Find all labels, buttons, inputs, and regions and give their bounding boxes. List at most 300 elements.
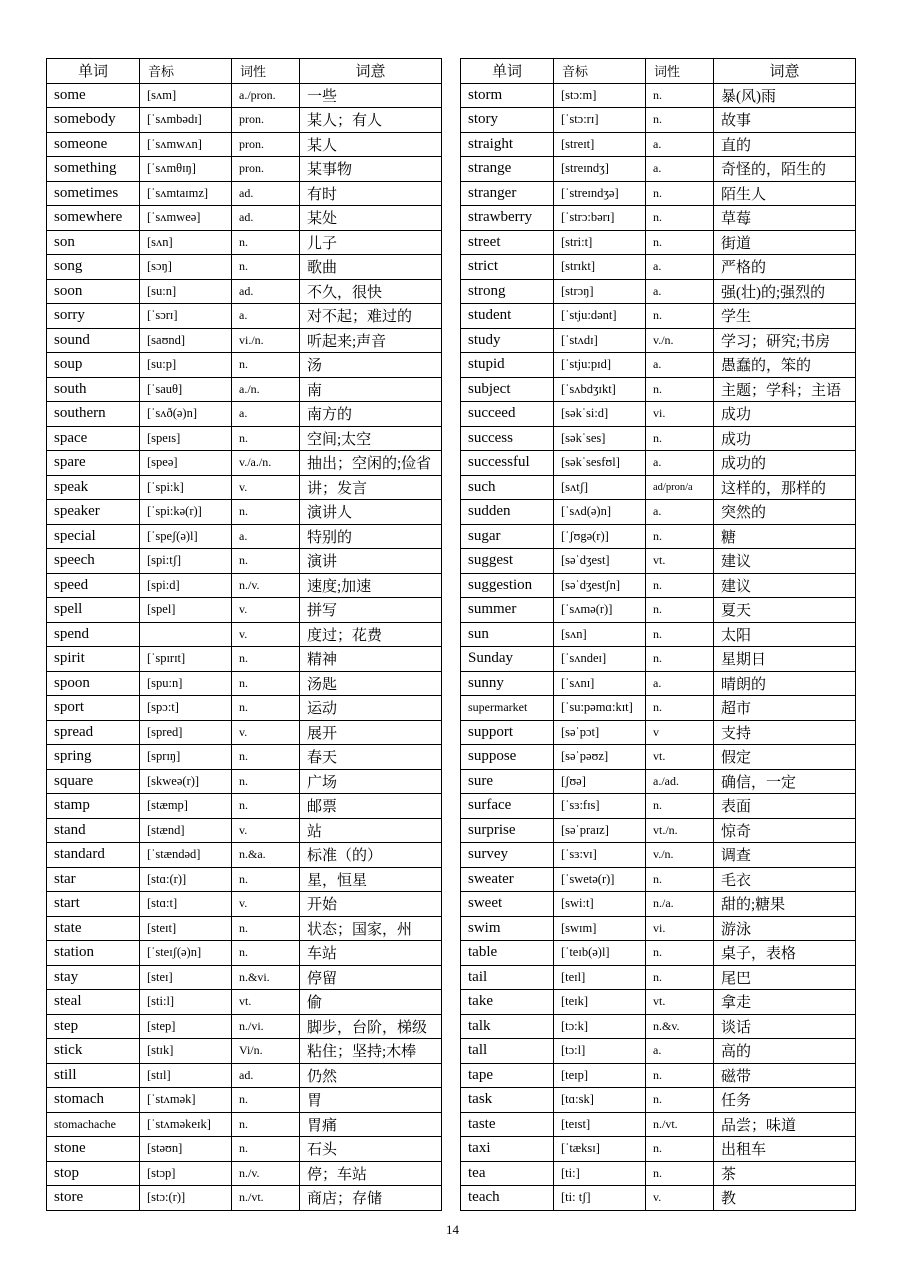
meaning-cell: 任务 (714, 1088, 856, 1113)
meaning-cell: 粘住；坚持;木棒 (300, 1039, 442, 1064)
pos-cell: n. (232, 426, 300, 451)
meaning-cell: 建议 (714, 549, 856, 574)
pos-cell: n. (232, 745, 300, 770)
phonetic-cell: [sti:l] (140, 990, 232, 1015)
meaning-cell: 汤 (300, 353, 442, 378)
table-row (461, 328, 856, 353)
word-cell: spell (47, 598, 140, 623)
meaning-cell: 听起来;声音 (300, 328, 442, 353)
word-cell: suggestion (461, 573, 554, 598)
word-cell: street (461, 230, 554, 255)
pos-cell: a. (646, 279, 714, 304)
meaning-cell: 抽出；空闲的;俭省 (300, 451, 442, 476)
table-header-row (461, 59, 856, 84)
meaning-cell: 学习；研究;书房 (714, 328, 856, 353)
pos-cell: n. (232, 647, 300, 672)
pos-cell: Vi/n. (232, 1039, 300, 1064)
meaning-cell: 假定 (714, 745, 856, 770)
word-cell: soon (47, 279, 140, 304)
pos-cell: n. (232, 549, 300, 574)
phonetic-cell: [ˈswetə(r)] (554, 867, 646, 892)
pos-cell: v. (232, 818, 300, 843)
pos-cell: n./v. (232, 573, 300, 598)
word-cell: tea (461, 1161, 554, 1186)
phonetic-cell: [ˈsʌmtaɪmz] (140, 181, 232, 206)
word-cell: tail (461, 965, 554, 990)
phonetic-cell: [ˈsʌndeɪ] (554, 647, 646, 672)
phonetic-cell: [teɪst] (554, 1112, 646, 1137)
word-cell: some (47, 83, 140, 108)
phonetic-cell: [sʌn] (554, 622, 646, 647)
meaning-cell: 确信，一定 (714, 769, 856, 794)
pos-cell: a. (646, 451, 714, 476)
pos-cell: n. (646, 181, 714, 206)
phonetic-cell: [speɪs] (140, 426, 232, 451)
phonetic-cell: [ˈstʌməkeɪk] (140, 1112, 232, 1137)
phonetic-cell: [ˈsʌmθɪŋ] (140, 157, 232, 182)
phonetic-cell: [ˈsʌð(ə)n] (140, 402, 232, 427)
pos-cell: ad. (232, 279, 300, 304)
meaning-cell: 奇怪的，陌生的 (714, 157, 856, 182)
pos-cell: n. (232, 500, 300, 525)
pos-cell: vt. (646, 745, 714, 770)
meaning-cell: 商店；存储 (300, 1186, 442, 1211)
phonetic-cell: [ˈspeʃ(ə)l] (140, 524, 232, 549)
pos-cell: n. (646, 696, 714, 721)
word-cell: steal (47, 990, 140, 1015)
pos-cell: a. (232, 402, 300, 427)
meaning-cell: 汤匙 (300, 671, 442, 696)
phonetic-cell: [səkˈsesfʊl] (554, 451, 646, 476)
table-row (47, 1014, 442, 1039)
table-row (47, 255, 442, 280)
meaning-cell: 严格的 (714, 255, 856, 280)
pos-cell: n. (646, 622, 714, 647)
phonetic-cell: [stɪk] (140, 1039, 232, 1064)
table-row (47, 402, 442, 427)
table-row (461, 671, 856, 696)
word-cell: straight (461, 132, 554, 157)
word-cell: support (461, 720, 554, 745)
word-cell: teach (461, 1186, 554, 1211)
pos-cell: vi./n. (232, 328, 300, 353)
phonetic-cell: [streɪndʒ] (554, 157, 646, 182)
pos-cell: a. (232, 304, 300, 329)
word-cell: station (47, 941, 140, 966)
word-cell: spare (47, 451, 140, 476)
word-cell: state (47, 916, 140, 941)
word-cell: south (47, 377, 140, 402)
phonetic-cell: [ˈsɜ:vɪ] (554, 843, 646, 868)
meaning-cell: 仍然 (300, 1063, 442, 1088)
table-row (461, 1112, 856, 1137)
meaning-cell: 精神 (300, 647, 442, 672)
pos-cell: n. (232, 671, 300, 696)
phonetic-cell: [ʃʊə] (554, 769, 646, 794)
vocab-table-left-body (47, 83, 442, 1210)
phonetic-cell: [ˈsʌbdʒɪkt] (554, 377, 646, 402)
word-cell: stomach (47, 1088, 140, 1113)
table-row (47, 573, 442, 598)
phonetic-cell: [ˈstændəd] (140, 843, 232, 868)
word-cell: summer (461, 598, 554, 623)
word-cell: succeed (461, 402, 554, 427)
word-cell: someone (47, 132, 140, 157)
phonetic-cell: [sʌn] (140, 230, 232, 255)
meaning-cell: 拿走 (714, 990, 856, 1015)
pos-cell: pron. (232, 108, 300, 133)
meaning-cell: 超市 (714, 696, 856, 721)
word-cell: sound (47, 328, 140, 353)
pos-cell: n. (646, 524, 714, 549)
pos-cell: n. (646, 647, 714, 672)
meaning-cell: 某人；有人 (300, 108, 442, 133)
phonetic-cell: [streɪt] (554, 132, 646, 157)
word-cell: star (47, 867, 140, 892)
phonetic-cell: [stɔ:(r)] (140, 1186, 232, 1211)
phonetic-cell: [səˈdʒestʃn] (554, 573, 646, 598)
vocab-table-right-body (461, 83, 856, 1210)
word-cell: square (47, 769, 140, 794)
table-row (461, 181, 856, 206)
word-cell: sugar (461, 524, 554, 549)
pos-cell: ad/pron/a (646, 475, 714, 500)
word-cell: taxi (461, 1137, 554, 1162)
word-cell: step (47, 1014, 140, 1039)
pos-cell: n./v. (232, 1161, 300, 1186)
phonetic-cell: [ti:] (554, 1161, 646, 1186)
table-row (461, 377, 856, 402)
table-row (461, 1161, 856, 1186)
meaning-cell: 讲；发言 (300, 475, 442, 500)
phonetic-cell: [stɪl] (140, 1063, 232, 1088)
table-row (47, 1112, 442, 1137)
table-row (461, 916, 856, 941)
meaning-cell: 夏天 (714, 598, 856, 623)
word-cell: talk (461, 1014, 554, 1039)
word-cell: storm (461, 83, 554, 108)
word-cell: study (461, 328, 554, 353)
pos-cell: n. (646, 598, 714, 623)
meaning-cell: 石头 (300, 1137, 442, 1162)
vocab-table-right (460, 58, 856, 1211)
phonetic-cell: [ˈstɔ:rɪ] (554, 108, 646, 133)
pos-cell: vt. (232, 990, 300, 1015)
phonetic-cell: [speə] (140, 451, 232, 476)
header-pos: 词性 (232, 59, 300, 84)
pos-cell: a. (646, 157, 714, 182)
phonetic-cell: [ˈsɜ:fɪs] (554, 794, 646, 819)
table-row (461, 818, 856, 843)
meaning-cell: 胃 (300, 1088, 442, 1113)
page-number: 14 (446, 1222, 459, 1237)
phonetic-cell: [ˈsʌmə(r)] (554, 598, 646, 623)
pos-cell: n. (646, 1088, 714, 1113)
pos-cell: a. (232, 524, 300, 549)
word-cell: stupid (461, 353, 554, 378)
pos-cell: n. (232, 867, 300, 892)
header-phonetic: 音标 (140, 59, 232, 84)
meaning-cell: 磁带 (714, 1063, 856, 1088)
pos-cell: ad. (232, 1063, 300, 1088)
meaning-cell: 成功 (714, 426, 856, 451)
table-row (461, 647, 856, 672)
meaning-cell: 春天 (300, 745, 442, 770)
word-cell: stamp (47, 794, 140, 819)
phonetic-cell: [sprɪŋ] (140, 745, 232, 770)
pos-cell: v. (232, 720, 300, 745)
table-row (47, 941, 442, 966)
meaning-cell: 广场 (300, 769, 442, 794)
phonetic-cell: [skweə(r)] (140, 769, 232, 794)
pos-cell: n. (646, 230, 714, 255)
pos-cell: n.&v. (646, 1014, 714, 1039)
word-cell: stop (47, 1161, 140, 1186)
phonetic-cell: [ˈtæksɪ] (554, 1137, 646, 1162)
word-cell: table (461, 941, 554, 966)
pos-cell: pron. (232, 132, 300, 157)
meaning-cell: 突然的 (714, 500, 856, 525)
pos-cell: a. (646, 671, 714, 696)
table-row (461, 1063, 856, 1088)
phonetic-cell: [səˈpraɪz] (554, 818, 646, 843)
table-row (461, 1088, 856, 1113)
pos-cell: n. (646, 794, 714, 819)
meaning-cell: 对不起；难过的 (300, 304, 442, 329)
phonetic-cell: [ˈsauθ] (140, 377, 232, 402)
phonetic-cell: [ˈteɪb(ə)l] (554, 941, 646, 966)
meaning-cell: 偷 (300, 990, 442, 1015)
meaning-cell: 速度;加速 (300, 573, 442, 598)
table-row (47, 671, 442, 696)
meaning-cell: 演讲人 (300, 500, 442, 525)
pos-cell: a. (646, 255, 714, 280)
phonetic-cell: [strɔŋ] (554, 279, 646, 304)
pos-cell: n. (646, 206, 714, 231)
header-meaning: 词意 (714, 59, 856, 84)
meaning-cell: 街道 (714, 230, 856, 255)
table-row (461, 622, 856, 647)
meaning-cell: 站 (300, 818, 442, 843)
table-row (47, 524, 442, 549)
table-row (47, 108, 442, 133)
pos-cell: n./a. (646, 892, 714, 917)
word-cell: somebody (47, 108, 140, 133)
pos-cell: n. (646, 1137, 714, 1162)
meaning-cell: 桌子，表格 (714, 941, 856, 966)
word-cell: stand (47, 818, 140, 843)
pos-cell: n. (646, 965, 714, 990)
word-cell: survey (461, 843, 554, 868)
pos-cell: n. (646, 304, 714, 329)
pos-cell: n. (646, 426, 714, 451)
phonetic-cell: [sʌtʃ] (554, 475, 646, 500)
word-cell: stay (47, 965, 140, 990)
meaning-cell: 学生 (714, 304, 856, 329)
pos-cell: n. (232, 769, 300, 794)
table-row (47, 965, 442, 990)
table-row (47, 867, 442, 892)
table-row (47, 794, 442, 819)
table-row (47, 1186, 442, 1211)
phonetic-cell: [stæmp] (140, 794, 232, 819)
pos-cell: vt. (646, 549, 714, 574)
table-row (461, 353, 856, 378)
phonetic-cell: [ˈsʌmwʌn] (140, 132, 232, 157)
phonetic-cell: [sɔŋ] (140, 255, 232, 280)
pos-cell: v./a./n. (232, 451, 300, 476)
word-cell: story (461, 108, 554, 133)
word-cell: southern (47, 402, 140, 427)
table-row (461, 426, 856, 451)
word-cell: stranger (461, 181, 554, 206)
table-row (47, 132, 442, 157)
meaning-cell: 停；车站 (300, 1161, 442, 1186)
table-row (47, 500, 442, 525)
meaning-cell: 开始 (300, 892, 442, 917)
pos-cell: n. (232, 794, 300, 819)
phonetic-cell: [swɪm] (554, 916, 646, 941)
phonetic-cell: [spi:d] (140, 573, 232, 598)
pos-cell: vt. (646, 990, 714, 1015)
meaning-cell: 支持 (714, 720, 856, 745)
pos-cell: n.&vi. (232, 965, 300, 990)
word-cell: student (461, 304, 554, 329)
phonetic-cell: [ˈʃʊgə(r)] (554, 524, 646, 549)
table-row (47, 720, 442, 745)
table-row (461, 892, 856, 917)
meaning-cell: 晴朗的 (714, 671, 856, 696)
table-row (461, 745, 856, 770)
pos-cell: n. (646, 108, 714, 133)
phonetic-cell: [stænd] (140, 818, 232, 843)
meaning-cell: 糖 (714, 524, 856, 549)
phonetic-cell: [tɔ:k] (554, 1014, 646, 1039)
phonetic-cell: [spɔ:t] (140, 696, 232, 721)
table-row (461, 549, 856, 574)
pos-cell: a. (646, 132, 714, 157)
meaning-cell: 品尝；味道 (714, 1112, 856, 1137)
meaning-cell: 高的 (714, 1039, 856, 1064)
word-cell: sunny (461, 671, 554, 696)
word-cell: swim (461, 916, 554, 941)
table-header-row (47, 59, 442, 84)
word-cell: sun (461, 622, 554, 647)
phonetic-cell: [ˈsʌnɪ] (554, 671, 646, 696)
meaning-cell: 某处 (300, 206, 442, 231)
word-cell: strawberry (461, 206, 554, 231)
phonetic-cell: [steɪ] (140, 965, 232, 990)
phonetic-cell (140, 622, 232, 647)
word-cell: speaker (47, 500, 140, 525)
pos-cell: n. (646, 1161, 714, 1186)
pos-cell: v. (232, 598, 300, 623)
table-row (47, 916, 442, 941)
table-row (47, 206, 442, 231)
pos-cell: v. (646, 1186, 714, 1211)
pos-cell: n. (232, 696, 300, 721)
meaning-cell: 标准（的） (300, 843, 442, 868)
pos-cell: v (646, 720, 714, 745)
meaning-cell: 教 (714, 1186, 856, 1211)
phonetic-cell: [ˈspɪrɪt] (140, 647, 232, 672)
table-row (47, 1161, 442, 1186)
header-meaning: 词意 (300, 59, 442, 84)
pos-cell: a./pron. (232, 83, 300, 108)
table-row (47, 892, 442, 917)
word-cell: successful (461, 451, 554, 476)
table-row (47, 1039, 442, 1064)
table-row (47, 475, 442, 500)
word-cell: stomachache (47, 1112, 140, 1137)
pos-cell: n. (232, 1112, 300, 1137)
word-cell: standard (47, 843, 140, 868)
phonetic-cell: [stəʊn] (140, 1137, 232, 1162)
word-cell: speech (47, 549, 140, 574)
pos-cell: v./n. (646, 328, 714, 353)
meaning-cell: 演讲 (300, 549, 442, 574)
word-cell: spend (47, 622, 140, 647)
table-row (47, 157, 442, 182)
pos-cell: a. (646, 353, 714, 378)
phonetic-cell: [ˈsʌmweə] (140, 206, 232, 231)
meaning-cell: 运动 (300, 696, 442, 721)
table-row (47, 622, 442, 647)
table-row (47, 769, 442, 794)
table-row (47, 818, 442, 843)
phonetic-cell: [səkˈsi:d] (554, 402, 646, 427)
table-row (47, 377, 442, 402)
word-cell: soup (47, 353, 140, 378)
meaning-cell: 尾巴 (714, 965, 856, 990)
meaning-cell: 度过；花费 (300, 622, 442, 647)
table-row (47, 549, 442, 574)
word-cell: son (47, 230, 140, 255)
phonetic-cell: [stri:t] (554, 230, 646, 255)
phonetic-cell: [ˈsteɪʃ(ə)n] (140, 941, 232, 966)
meaning-cell: 成功 (714, 402, 856, 427)
meaning-cell: 状态；国家，州 (300, 916, 442, 941)
word-cell: sorry (47, 304, 140, 329)
meaning-cell: 暴(风)雨 (714, 83, 856, 108)
phonetic-cell: [stɔp] (140, 1161, 232, 1186)
phonetic-cell: [ˈstʌmək] (140, 1088, 232, 1113)
phonetic-cell: [steɪt] (140, 916, 232, 941)
meaning-cell: 邮票 (300, 794, 442, 819)
meaning-cell: 歌曲 (300, 255, 442, 280)
table-row (461, 720, 856, 745)
meaning-cell: 有时 (300, 181, 442, 206)
table-row (47, 647, 442, 672)
word-cell: sometimes (47, 181, 140, 206)
pos-cell: n. (646, 573, 714, 598)
phonetic-cell: [strɪkt] (554, 255, 646, 280)
word-cell: special (47, 524, 140, 549)
phonetic-cell: [səkˈses] (554, 426, 646, 451)
table-row (47, 696, 442, 721)
table-row (47, 451, 442, 476)
pos-cell: n. (232, 1088, 300, 1113)
phonetic-cell: [spred] (140, 720, 232, 745)
header-word: 单词 (461, 59, 554, 84)
word-cell: song (47, 255, 140, 280)
meaning-cell: 调查 (714, 843, 856, 868)
pos-cell: vi. (646, 916, 714, 941)
phonetic-cell: [stɑ:(r)] (140, 867, 232, 892)
word-cell: suppose (461, 745, 554, 770)
phonetic-cell: [teɪl] (554, 965, 646, 990)
word-cell: strict (461, 255, 554, 280)
